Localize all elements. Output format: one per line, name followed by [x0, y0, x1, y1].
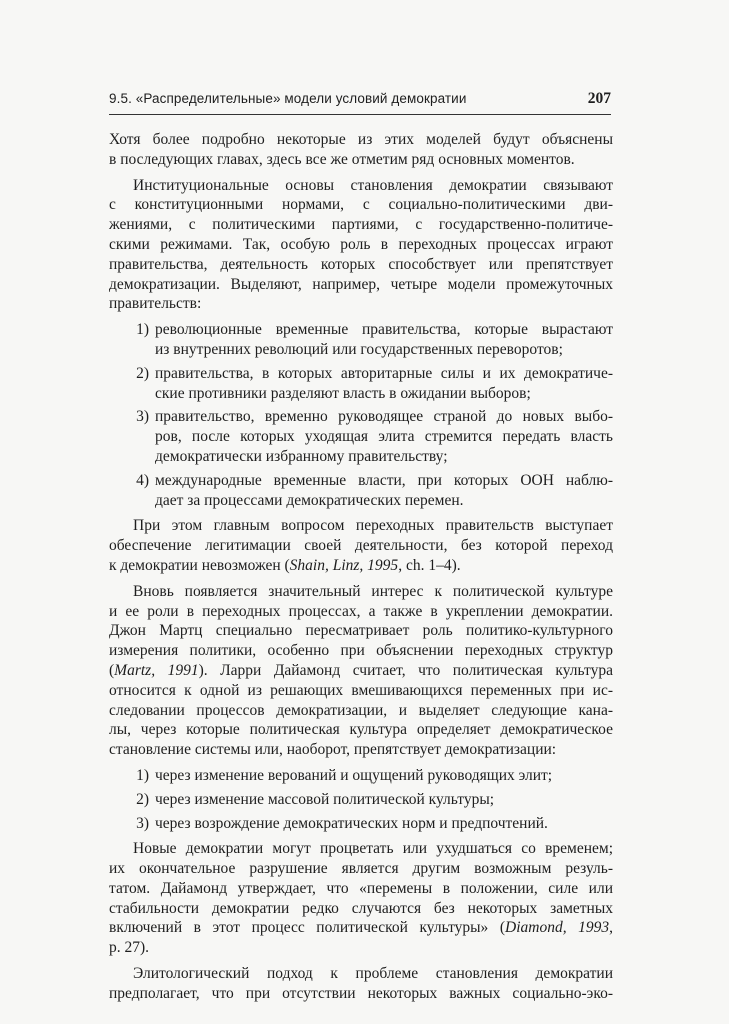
text-line: становление системы или, наоборот, препятствует демократизации:	[109, 741, 557, 759]
text-line: татом. Дайамонд утверждает, что «перемены в положении, силе или	[109, 879, 613, 897]
text-line: Вновь появляется значительный интерес к политической культуре	[133, 582, 613, 600]
culture-channels-list	[109, 766, 613, 833]
list-number: 1)	[136, 766, 149, 784]
text-run: ). Ларри Дайамонд считает, что политическая культура	[198, 661, 613, 679]
citation: Martz, 1991	[114, 661, 199, 679]
running-header	[109, 90, 611, 115]
list-number: 3)	[136, 814, 149, 832]
text-line: ров, после которых уходящая элита стремится передать власть	[155, 428, 613, 446]
text-run: к демократии невозможен (	[109, 556, 290, 574]
list-item	[109, 471, 613, 511]
text-line: относится к одной из решающих вмешивающихся переменных при ис-	[109, 681, 613, 699]
list-item	[109, 766, 613, 786]
list-item	[109, 790, 613, 810]
text-line: Джон Мартц специально пересматривает роль политико-культурного	[109, 622, 613, 640]
text-line	[109, 661, 613, 681]
text-line: жениями, с политическими партиями, с государственно-политиче-	[109, 216, 613, 234]
list-item	[109, 814, 613, 834]
text-line: демократически избранному правительству;	[155, 447, 448, 465]
text-line: международные временные власти, при которых ООН наблю-	[155, 471, 613, 489]
text-line: в последующих главах, здесь все же отметим ряд основных моментов.	[109, 150, 575, 168]
text-line: Новые демократии могут процветать или ухудшаться со временем;	[133, 840, 613, 858]
text-line: Элитологический подход к проблеме становления демократии	[133, 965, 613, 983]
paragraph	[109, 582, 613, 760]
text-line: При этом главным вопросом переходных правительств выступает	[133, 517, 613, 535]
text-line: правительства, деятельность которых способствует или препятствует	[109, 255, 613, 273]
citation: Shain, Linz, 1995	[289, 556, 399, 574]
running-header-title: 9.5. «Распределительные» модели условий демократии	[109, 91, 467, 106]
list-item-text	[155, 364, 613, 404]
text-line: скими режимами. Так, особую роль в переходных процессах играют	[109, 235, 613, 253]
text-line: с конституционными нормами, с социально-политическими дви-	[109, 196, 613, 214]
list-number: 3)	[136, 408, 149, 426]
text-line: Хотя более подробно некоторые из этих моделей будут объяснены	[109, 131, 613, 148]
list-number: 2)	[136, 364, 149, 382]
text-line: стабильности демократии редко случаются без некоторых заметных	[109, 899, 613, 917]
text-line: Институциональные основы становления демократии связывают	[133, 176, 613, 194]
page-body	[109, 130, 613, 1010]
text-line: демократизации. Выделяют, например, четыре модели промежуточных	[109, 275, 613, 293]
text-line: из внутренних революций или государственных переворотов;	[155, 340, 563, 358]
citation: Diamond, 1993	[505, 919, 610, 937]
list-item	[109, 364, 613, 404]
paragraph	[109, 130, 613, 170]
text-line	[109, 918, 613, 938]
text-line: предполагает, что при отсутствии некоторых важных социально-эко-	[109, 984, 613, 1002]
paragraph	[109, 176, 613, 315]
text-run: (	[109, 661, 115, 679]
list-item-text: через изменение верований и ощущений руководящих элит;	[155, 766, 553, 784]
text-line: их окончательное разрушение является другим возможным резуль-	[109, 860, 613, 878]
list-number: 2)	[136, 790, 149, 808]
text-run: включений в этот процесс политической культуры» (	[109, 919, 506, 937]
text-line: революционные временные правительства, которые вырастают	[155, 321, 613, 339]
text-line: и ее роли в переходных процессах, а также в укреплении демократии.	[109, 602, 613, 620]
text-line: следовании процессов демократизации, и выделяет следующие кана-	[109, 701, 613, 719]
text-line: измерения политики, особенно при объяснении переходных структур	[109, 642, 613, 660]
text-line: правительства, в которых авторитарные силы и их демократиче-	[155, 364, 613, 382]
paragraph	[109, 839, 613, 958]
text-line: обеспечение легитимации своей деятельности, без которой переход	[109, 537, 613, 555]
list-number: 4)	[136, 471, 149, 489]
text-line: лы, через которые политическая культура определяет демократическое	[109, 721, 613, 739]
list-item	[109, 407, 613, 466]
list-item	[109, 320, 613, 360]
text-run: , ch. 1–4).	[398, 556, 461, 574]
list-item-text	[155, 407, 613, 466]
list-item-text: через изменение массовой политической культуры;	[155, 790, 495, 808]
paragraph	[109, 964, 613, 1004]
text-line: дает за процессами демократических перемен.	[155, 491, 464, 509]
text-line: правительство, временно руководящее страной до новых выбо-	[155, 408, 613, 426]
paragraph	[109, 516, 613, 575]
text-line: ские противники разделяют власть в ожидании выборов;	[155, 384, 531, 402]
list-item-text: через возрождение демократических норм и предпочтений.	[155, 814, 548, 832]
list-item-text	[155, 471, 613, 511]
text-line: правительств:	[109, 295, 202, 313]
text-line	[109, 556, 613, 576]
page-number: 207	[587, 90, 611, 107]
text-run: ,	[609, 919, 613, 937]
list-number: 1)	[136, 321, 149, 339]
list-item-text	[155, 320, 613, 360]
interim-governments-list	[109, 320, 613, 510]
text-line: p. 27).	[109, 939, 150, 957]
